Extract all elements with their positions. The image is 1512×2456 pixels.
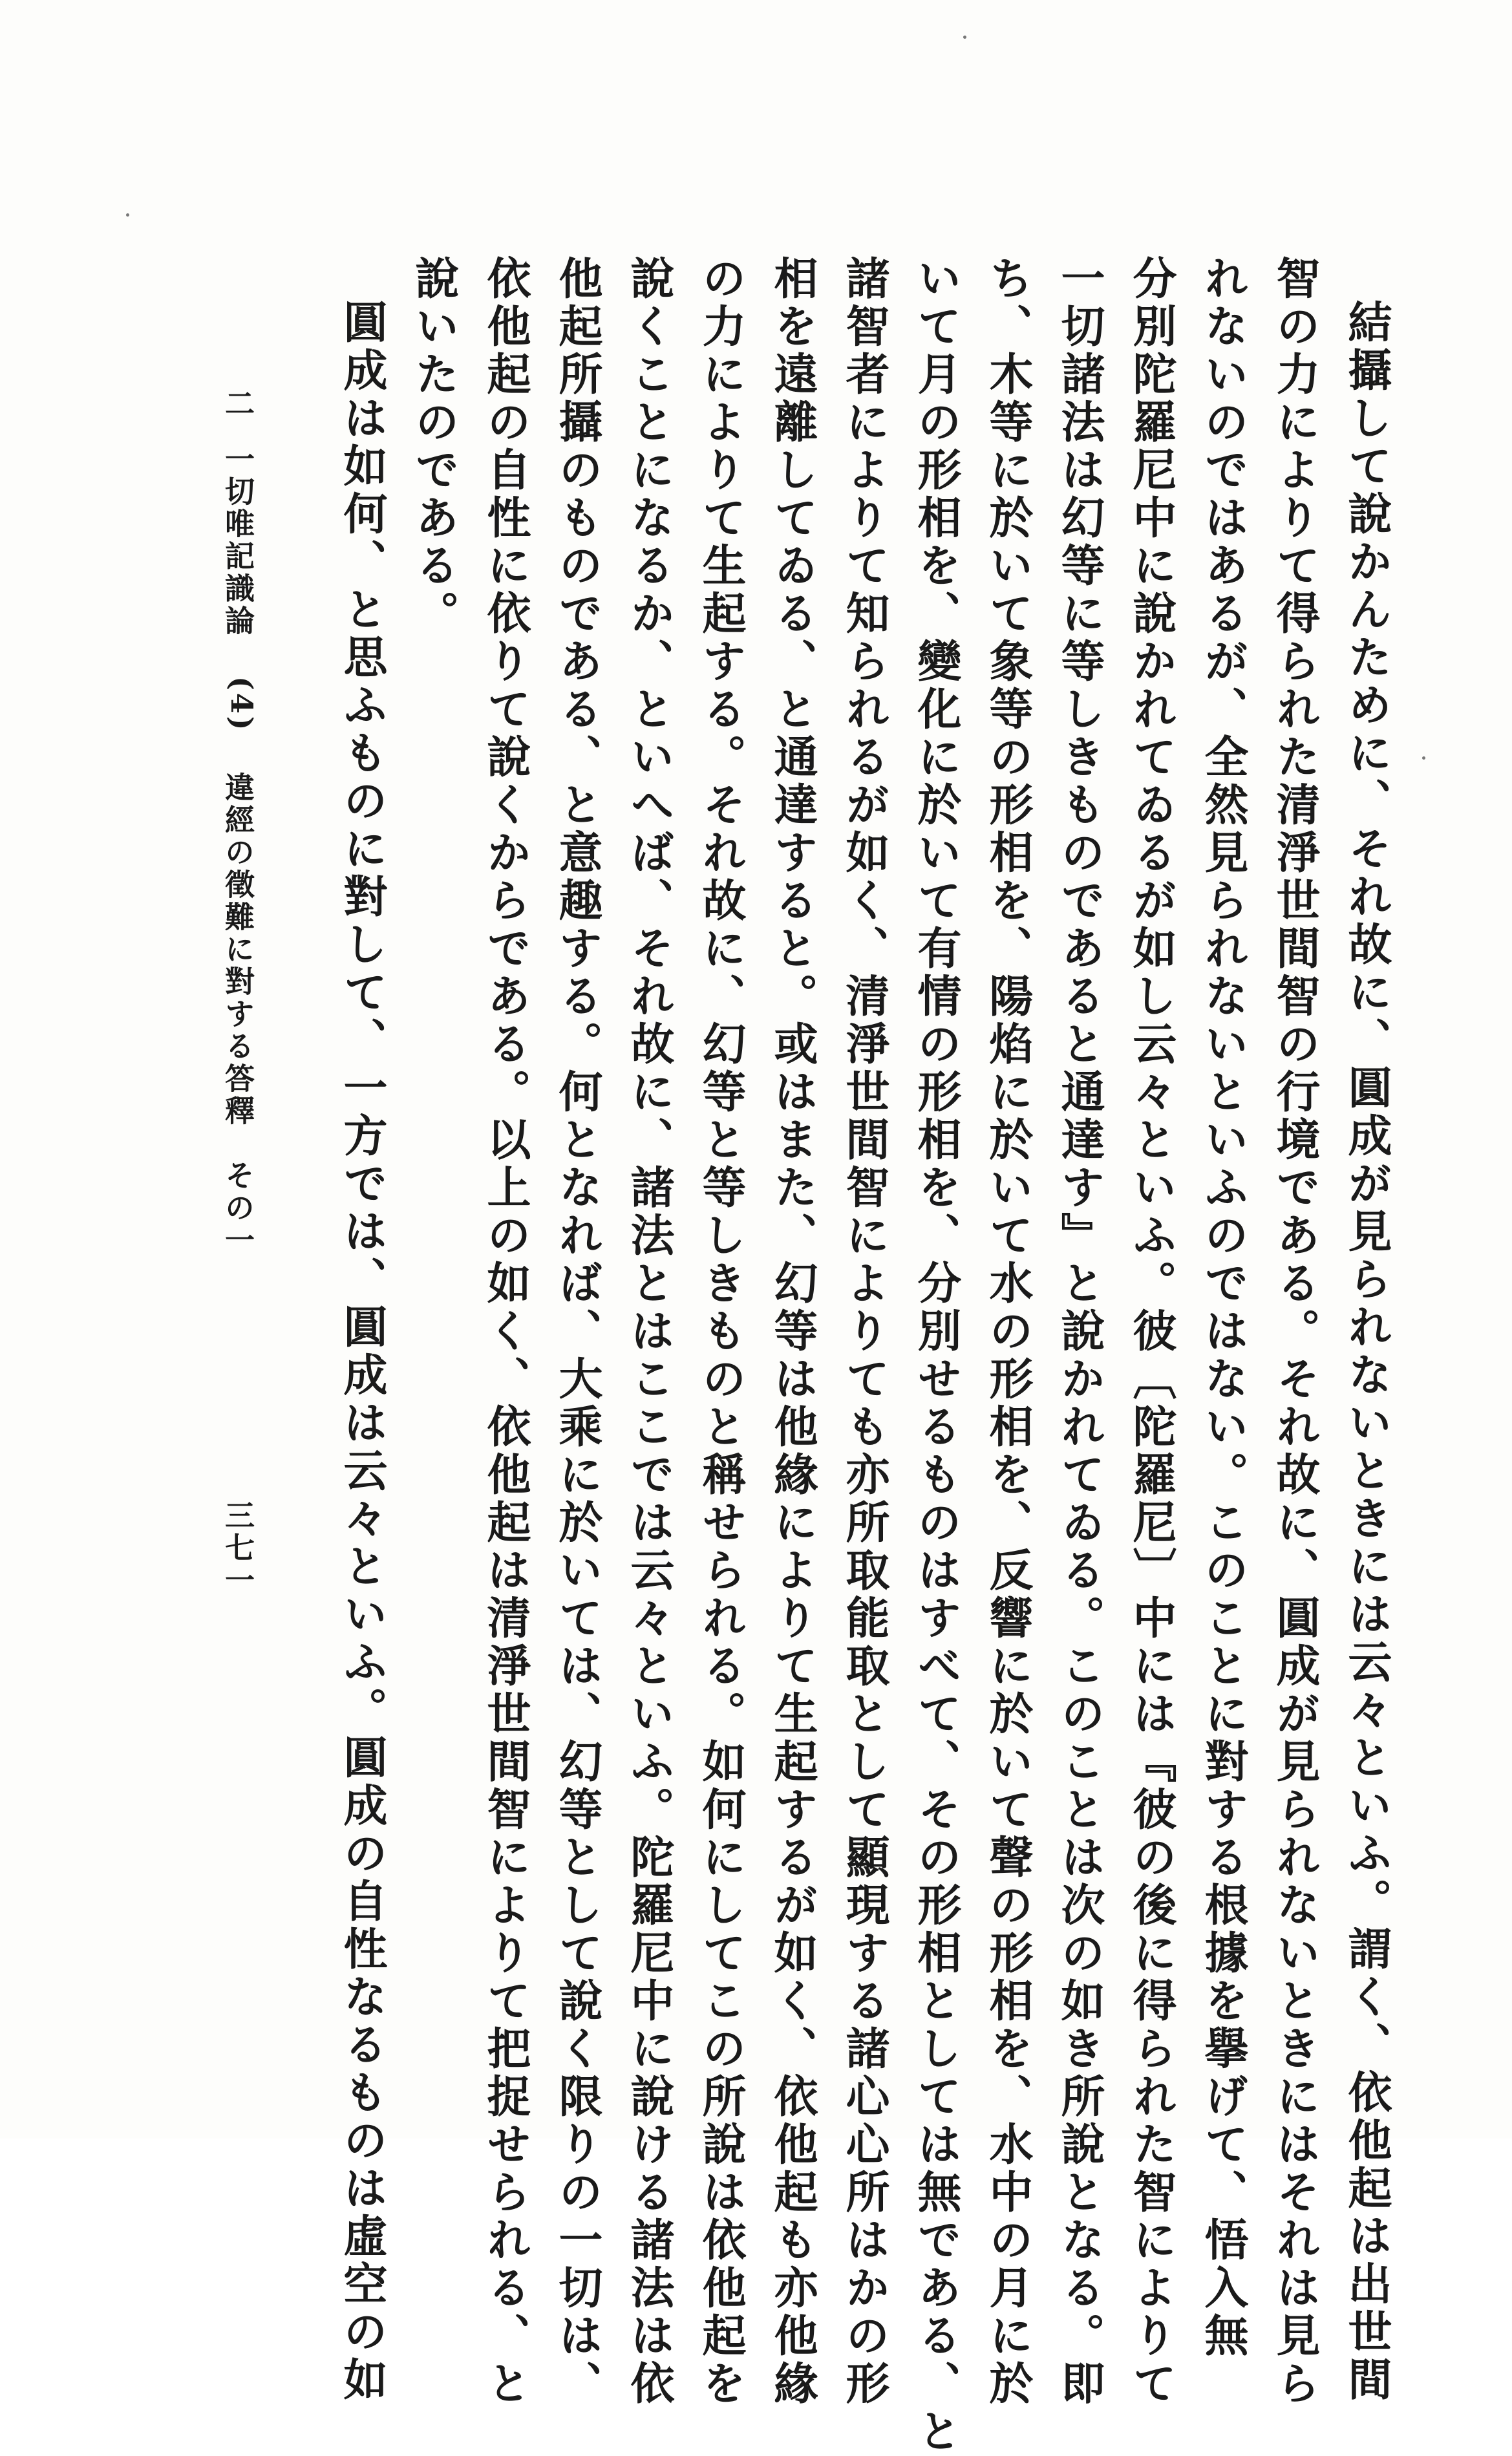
text-column: 分別陀羅尼中に說かれてゐるが如し云々といふ。彼〔陀羅尼〕中には『彼の後に得られた智によりて (1125, 255, 1177, 2408)
scan-speck (963, 36, 966, 39)
text-column: 說いたのである。 (408, 255, 460, 638)
text-column: 諸智者によりて知られるが如く、清淨世間智によりても亦所取能取として顯現する諸心心所はかの形 (838, 255, 890, 2408)
text-column: の力によりて生起する。それ故に、幻等と等しきものと稱せられる。如何にしてこの所說は依他起を (695, 255, 747, 2408)
text-column: 說くことになるか、といへば、それ故に、諸法とはここでは云々といふ。陀羅尼中に說ける諸法は依 (623, 255, 675, 2408)
page-number: 三七一 (220, 1500, 255, 1597)
text-column: ち、木等に於いて象等の形相を、陽焰に於いて水の形相を、反響に於いて聲の形相を、水中の月に於 (982, 255, 1034, 2408)
text-column: 圓成は如何、と思ふものに對して、一方では、圓成は云々といふ。圓成の自性なるものは虛空の如 (336, 299, 388, 2404)
running-head (217, 388, 259, 1257)
text-column: いて月の形相を、變化に於いて有情の形相を、分別せるものはすべて、その形相としては無である、と (910, 255, 962, 2456)
scan-speck (1422, 756, 1425, 760)
text-column: 智の力によりて得られた清淨世間智の行境である。それ故に、圓成が見られないときにはそれは見ら (1269, 255, 1321, 2408)
scan-speck (126, 213, 129, 217)
text-column: れないのではあるが、全然見られないといふのではない。このことに對する根據を擧げて、悟入無 (1197, 255, 1249, 2360)
running-head-title: 一切唯記識論 (220, 443, 255, 637)
body-text (326, 255, 1402, 2456)
running-head-chapter: 違經の徵難に對する答釋 その一 (220, 771, 255, 1257)
text-column: 他起所攝のものである、と意趣する。何となれば、大乘に於いては、幻等として說く限りの一切は、 (551, 255, 603, 2408)
text-column: 結攝して說かんために、それ故に、圓成が見られないときには云々といふ。謂く、依他起は出世間 (1341, 299, 1392, 2404)
running-head-part: (4) (224, 676, 259, 733)
text-column: 依他起の自性に依りて說くからである。以上の如く、依他起は清淨世間智によりて把捉せられる、と (480, 255, 531, 2408)
text-column: 一切諸法は幻等に等しきものであると通達す』と說かれてゐる。このことは次の如き所說となる。即 (1054, 255, 1105, 2408)
text-column: 相を遠離してゐる、と通達すると。或はまた、幻等は他緣によりて生起するが如く、依他起も亦他緣 (767, 255, 818, 2408)
running-head-section-number: 二 (220, 388, 255, 420)
